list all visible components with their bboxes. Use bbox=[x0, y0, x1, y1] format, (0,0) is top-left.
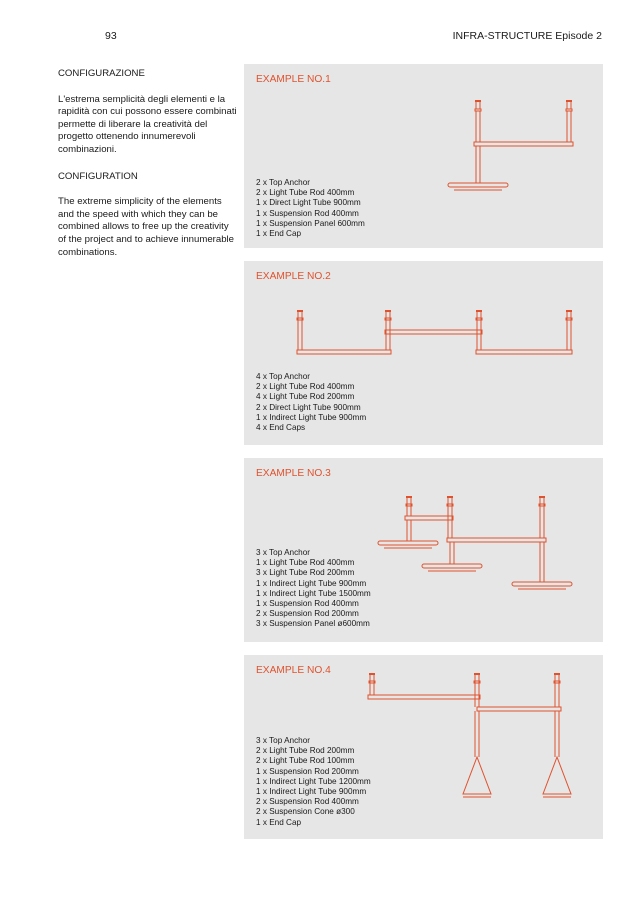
running-head: INFRA-STRUCTURE Episode 2 bbox=[452, 30, 602, 42]
direct-light-tube-2 bbox=[476, 350, 572, 354]
component-item: 1 x Indirect Light Tube 900mm bbox=[256, 412, 367, 422]
direct-light-tube-1 bbox=[297, 350, 391, 354]
components-list bbox=[256, 736, 371, 828]
component-item: 1 x End Cap bbox=[256, 229, 302, 239]
page-number: 93 bbox=[105, 30, 117, 42]
component-item: 2 x Direct Light Tube 900mm bbox=[256, 402, 361, 412]
example-title: EXAMPLE NO.4 bbox=[256, 665, 331, 676]
indirect-light-tube-1500 bbox=[447, 538, 546, 542]
intro-heading-en: CONFIGURATION bbox=[58, 170, 138, 182]
component-item: 2 x Suspension Cone ø300 bbox=[256, 807, 355, 817]
suspension-panel bbox=[448, 183, 508, 190]
suspension-rod bbox=[476, 146, 480, 183]
suspension-panel-3 bbox=[512, 582, 572, 589]
component-item: 3 x Top Anchor bbox=[256, 548, 311, 557]
example-panel-3 bbox=[244, 458, 603, 642]
component-item: 1 x Suspension Rod 200mm bbox=[256, 766, 359, 776]
intro-text-en: The extreme simplicity of the elements and the speed with which they can be combined allows to free up the creativity of the project and to achieve innumerable combinations. bbox=[58, 196, 234, 258]
suspension-panel-2 bbox=[422, 564, 482, 571]
suspension-cone-2 bbox=[543, 757, 571, 797]
components-list bbox=[256, 178, 365, 239]
top-anchor-2 bbox=[566, 100, 572, 111]
component-item: 2 x Light Tube Rod 200mm bbox=[256, 746, 355, 756]
top-anchor-1 bbox=[475, 100, 481, 111]
example-title: EXAMPLE NO.2 bbox=[256, 271, 331, 282]
component-item: 2 x Suspension Rod 400mm bbox=[256, 797, 359, 807]
component-item: 4 x Light Tube Rod 200mm bbox=[256, 392, 355, 402]
component-item: 1 x Light Tube Rod 400mm bbox=[256, 558, 355, 568]
example-panel-2 bbox=[244, 261, 603, 445]
intro-column bbox=[58, 68, 238, 273]
component-item: 1 x End Cap bbox=[256, 817, 302, 827]
top-anchors bbox=[406, 496, 545, 506]
component-item: 1 x Indirect Light Tube 1500mm bbox=[256, 588, 371, 598]
suspension-cone-1 bbox=[463, 757, 491, 797]
indirect-light-tube bbox=[385, 330, 482, 334]
indirect-light-tube-1200 bbox=[368, 695, 480, 699]
component-item: 1 x Indirect Light Tube 900mm bbox=[256, 787, 367, 797]
indirect-light-tube-900 bbox=[477, 707, 561, 711]
rod-left bbox=[476, 111, 480, 142]
top-anchors bbox=[369, 673, 560, 683]
rod-right bbox=[567, 111, 571, 142]
component-item: 1 x Direct Light Tube 900mm bbox=[256, 198, 361, 208]
component-item: 1 x Suspension Rod 400mm bbox=[256, 599, 359, 609]
component-item: 1 x Suspension Panel 600mm bbox=[256, 218, 365, 228]
indirect-light-tube-900 bbox=[405, 516, 453, 520]
component-item: 2 x Top Anchor bbox=[256, 178, 311, 187]
component-item: 1 x Indirect Light Tube 1200mm bbox=[256, 776, 371, 786]
rods bbox=[407, 498, 544, 538]
component-item: 3 x Top Anchor bbox=[256, 736, 311, 745]
suspension-rods bbox=[407, 520, 544, 582]
components-list bbox=[256, 548, 371, 630]
component-item: 4 x End Caps bbox=[256, 423, 306, 433]
component-item: 2 x Light Tube Rod 400mm bbox=[256, 382, 355, 392]
component-item: 1 x Indirect Light Tube 900mm bbox=[256, 578, 367, 588]
components-list bbox=[256, 372, 366, 433]
component-item: 2 x Light Tube Rod 100mm bbox=[256, 756, 355, 766]
component-item: 1 x Suspension Rod 400mm bbox=[256, 208, 359, 218]
direct-light-tube bbox=[474, 142, 573, 146]
component-item: 3 x Light Tube Rod 200mm bbox=[256, 568, 355, 578]
example-panel-1 bbox=[244, 64, 603, 248]
intro-text-it: L'estrema semplicità degli elementi e la rapidità con cui possono essere combinati permette di liberare la creatività del progetto ottenendo innumerevoli combinazioni. bbox=[58, 93, 237, 155]
component-item: 2 x Suspension Rod 200mm bbox=[256, 609, 359, 619]
component-item: 3 x Suspension Panel ø600mm bbox=[256, 619, 370, 629]
intro-heading-it: CONFIGURAZIONE bbox=[58, 68, 145, 79]
component-item: 4 x Top Anchor bbox=[256, 372, 311, 381]
example-panel-4 bbox=[244, 655, 603, 839]
rods bbox=[370, 675, 559, 707]
suspension-panel-1 bbox=[378, 541, 438, 548]
suspension-rods bbox=[475, 711, 559, 757]
example-title: EXAMPLE NO.3 bbox=[256, 468, 331, 479]
rods bbox=[298, 312, 571, 350]
component-item: 2 x Light Tube Rod 400mm bbox=[256, 188, 355, 198]
example-title: EXAMPLE NO.1 bbox=[256, 74, 331, 85]
